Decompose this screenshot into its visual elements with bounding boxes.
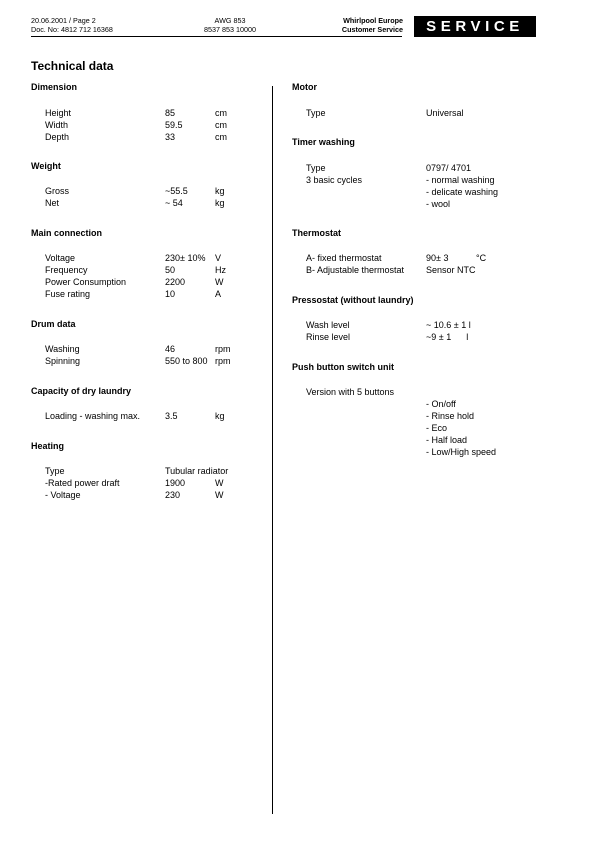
spec-label: Type <box>45 466 65 476</box>
column-divider <box>272 86 273 814</box>
button-name: - Eco <box>426 423 448 433</box>
spec-value: ~ 10.6 ± 1 l <box>426 320 471 330</box>
spec-unit: W <box>215 478 224 488</box>
spec-unit: W <box>215 490 224 500</box>
spec-value: 1900 <box>165 478 186 488</box>
spec-label: Version with 5 buttons <box>306 387 395 397</box>
button-name: - Half load <box>426 435 468 445</box>
spec-value: Universal <box>426 108 464 118</box>
button-name: - Low/High speed <box>426 447 497 457</box>
spec-unit: cm <box>215 120 227 130</box>
spec-value: Sensor NTC <box>426 265 476 275</box>
spec-label: Voltage <box>45 253 76 263</box>
department-name: Customer Service <box>341 25 403 34</box>
spec-value: 46 <box>165 344 176 354</box>
doc-number: Doc. No: 4812 712 16368 <box>31 25 113 34</box>
spec-label: Spinning <box>45 356 81 366</box>
spec-value: 3.5 <box>165 411 178 421</box>
section-title-timer: Timer washing <box>292 137 355 147</box>
spec-value: 50 <box>165 265 176 275</box>
spec-value: 33 <box>165 132 176 142</box>
list-item: - delicate washing <box>426 187 499 197</box>
spec-value: 230± 10% <box>165 253 206 263</box>
spec-unit: V <box>215 253 222 263</box>
spec-value: ~55.5 <box>165 186 188 196</box>
list-item: - normal washing <box>426 175 495 185</box>
section-title-drum-data: Drum data <box>31 319 76 329</box>
spec-unit: W <box>215 277 224 287</box>
spec-label: A- fixed thermostat <box>306 253 382 263</box>
spec-label: Rinse level <box>306 332 351 342</box>
spec-label: Width <box>45 120 69 130</box>
page-title: Technical data <box>31 59 114 73</box>
spec-value: 2200 <box>165 277 186 287</box>
spec-value: 85 <box>165 108 176 118</box>
section-title-heating: Heating <box>31 441 65 451</box>
spec-label: Power Consumption <box>45 277 127 287</box>
list-item: - wool <box>426 199 451 209</box>
spec-label: Fuse rating <box>45 289 91 299</box>
spec-value: 90± 3 <box>426 253 449 263</box>
section-title-motor: Motor <box>292 82 317 92</box>
spec-unit: °C <box>476 253 487 263</box>
button-name: - Rinse hold <box>426 411 475 421</box>
page-header <box>31 16 403 36</box>
spec-value: 230 <box>165 490 181 500</box>
section-title-pressostat: Pressostat (without laundry) <box>292 295 414 305</box>
spec-label: Loading - washing max. <box>45 411 141 421</box>
company-name: Whirlpool Europe <box>343 16 403 25</box>
spec-label: Type <box>306 163 326 173</box>
spec-label: Type <box>306 108 326 118</box>
spec-value: Tubular radiator <box>165 466 229 476</box>
spec-label: 3 basic cycles <box>306 175 363 185</box>
spec-unit: Hz <box>215 265 226 275</box>
spec-value: ~ 54 <box>165 198 183 208</box>
button-name: - On/off <box>426 399 456 409</box>
section-title-capacity: Capacity of dry laundry <box>31 386 132 396</box>
spec-label: Net <box>45 198 60 208</box>
section-title-thermostat: Thermostat <box>292 228 342 238</box>
model-code: 8537 853 10000 <box>204 25 256 34</box>
spec-label: Depth <box>45 132 70 142</box>
spec-value: 10 <box>165 289 176 299</box>
spec-value: 550 to 800 <box>165 356 208 366</box>
spec-unit: kg <box>215 411 225 421</box>
date-page: 20.06.2001 / Page 2 <box>31 16 96 25</box>
spec-label: B- Adjustable thermostat <box>306 265 405 275</box>
spec-label: -Rated power draft <box>45 478 120 488</box>
spec-label: Frequency <box>45 265 88 275</box>
section-title-dimension: Dimension <box>31 82 78 92</box>
spec-label: Gross <box>45 186 70 196</box>
spec-value: ~9 ± 1 l <box>426 332 469 342</box>
spec-label: Washing <box>45 344 80 354</box>
spec-unit: cm <box>215 108 227 118</box>
header-center <box>185 16 275 34</box>
spec-value: 59.5 <box>165 120 183 130</box>
spec-unit: rpm <box>215 356 231 366</box>
header-left <box>31 16 113 34</box>
spec-unit: rpm <box>215 344 231 354</box>
section-title-main-connection: Main connection <box>31 228 103 238</box>
header-right <box>342 16 403 34</box>
spec-label: Wash level <box>306 320 350 330</box>
spec-label: - Voltage <box>45 490 81 500</box>
header-rule <box>31 36 402 37</box>
spec-unit: kg <box>215 186 225 196</box>
spec-unit: kg <box>215 198 225 208</box>
model-name: AWG 853 <box>214 16 246 25</box>
spec-unit: cm <box>215 132 227 142</box>
spec-label: Height <box>45 108 72 118</box>
section-title-push-button: Push button switch unit <box>292 362 394 372</box>
section-title-weight: Weight <box>31 161 61 171</box>
service-badge: SERVICE <box>414 16 536 37</box>
spec-value: 0797/ 4701 <box>426 163 472 173</box>
spec-unit: A <box>215 289 222 299</box>
